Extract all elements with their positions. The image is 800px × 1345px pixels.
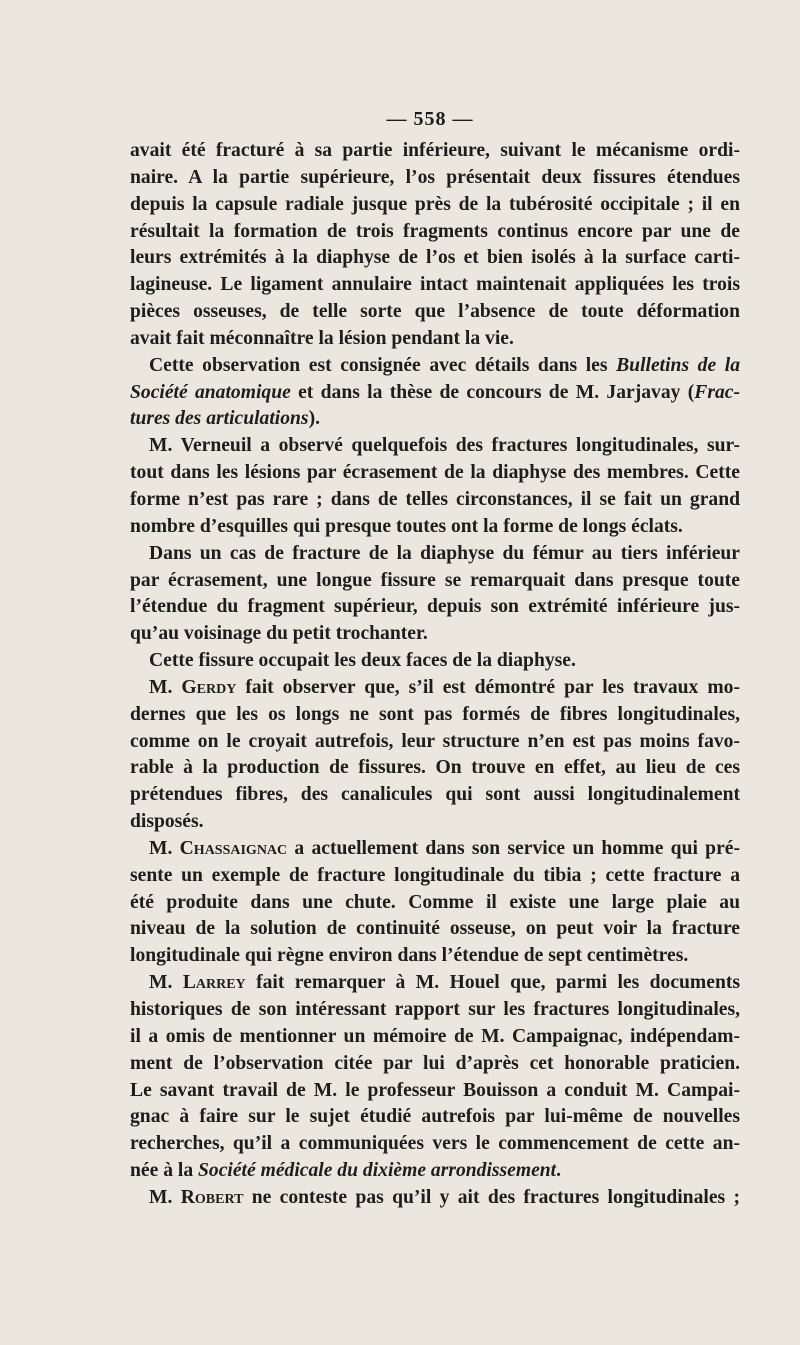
text-run: ne conteste pas qu’il y ait des fractures longitudinales ; xyxy=(243,1186,740,1208)
speaker-name: Gerdy xyxy=(181,676,237,698)
text-run: M. xyxy=(149,676,182,698)
text-line xyxy=(130,353,740,380)
text-run: fait observer que, s’il est démontré par les travaux mo- xyxy=(236,676,740,698)
text-line: avait été fracturé à sa partie inférieure, suivant le mécanisme ordi- xyxy=(130,140,740,161)
text-line: Cette fissure occupait les deux faces de la diaphyse. xyxy=(149,650,576,672)
text-line: par écrasement, une longue fissure se remarquait dans presque toute xyxy=(130,569,740,591)
text-line: été produite dans une chute. Comme il existe une large plaie au xyxy=(130,891,740,913)
text-line: niveau de la solution de continuité osseuse, on peut voir la fracture xyxy=(130,918,740,940)
text-run: Cette observation est consignée avec détails dans les xyxy=(149,354,617,376)
text-line: Dans un cas de fracture de la diaphyse du fémur au tiers inférieur xyxy=(149,542,740,564)
text-line: dernes que les os longs ne sont pas formés de fibres longitudinales, xyxy=(130,703,740,725)
text-line xyxy=(130,1158,740,1185)
text-run: a actuellement dans son service un homme qui pré- xyxy=(287,837,740,859)
text-line: ment de l’observation citée par lui d’après cet honorable praticien. xyxy=(130,1052,740,1074)
text-line: résultait la formation de trois fragments continus encore par une de xyxy=(130,220,740,242)
text-line: longitudinale qui règne environ dans l’étendue de sept centimètres. xyxy=(130,945,689,967)
text-line: depuis la capsule radiale jusque près de la tubérosité occipitale ; il en xyxy=(130,193,740,215)
speaker-name: Larrey xyxy=(182,972,246,994)
text-line xyxy=(130,406,740,433)
text-line xyxy=(130,836,740,863)
text-run: M. xyxy=(149,1186,181,1208)
text-run: ). xyxy=(308,408,320,430)
text-run: M. xyxy=(149,837,180,859)
text-line: avait fait méconnaître la lésion pendant la vie. xyxy=(130,327,514,349)
text-run: née à la xyxy=(130,1160,199,1182)
text-line: sente un exemple de fracture longitudinale du tibia ; cette fracture a xyxy=(130,864,740,886)
text-line xyxy=(130,675,740,702)
text-line: qu’au voisinage du petit trochanter. xyxy=(130,623,428,645)
text-line: lagineuse. Le ligament annulaire intact maintenait appliquées les trois xyxy=(130,274,740,296)
text-line: naire. A la partie supérieure, l’os présentait deux fissures étendues xyxy=(130,166,740,188)
text-line: forme n’est pas rare ; dans de telles circonstances, il se fait un grand xyxy=(130,488,740,510)
italic-title: tures des articulations xyxy=(130,408,309,430)
italic-title: Société anatomique xyxy=(130,381,291,403)
text-run: fait remarquer à M. Houel que, parmi les documents xyxy=(245,972,740,994)
text-line: l’étendue du fragment supérieur, depuis son extrémité inférieure jus- xyxy=(130,596,740,618)
italic-title: Bulletins de la xyxy=(616,354,740,376)
text-line: prétendues fibres, des canalicules qui sont aussi longitudinalement xyxy=(130,784,740,806)
speaker-name: Robert xyxy=(180,1186,244,1208)
text-line: Le savant travail de M. le professeur Bouisson a conduit M. Campai- xyxy=(130,1079,740,1101)
text-line: pièces osseuses, de telle sorte que l’absence de toute déformation xyxy=(130,301,740,323)
text-line xyxy=(130,1185,740,1212)
text-line: leurs extrémités à la diaphyse de l’os et bien isolés à la surface carti- xyxy=(130,247,740,269)
speaker-name: Chassaignac xyxy=(179,837,288,859)
text-line: il a omis de mentionner un mémoire de M. Campaignac, indépendam- xyxy=(130,1025,740,1047)
italic-title: Société médicale du dixième arrondissement xyxy=(198,1160,557,1182)
body-text xyxy=(130,138,740,1212)
italic-title: Frac- xyxy=(694,381,740,403)
text-line: comme on le croyait autrefois, leur structure n’en est pas moins favo- xyxy=(130,730,740,752)
text-line xyxy=(130,380,740,407)
text-run: et dans la thèse de concours de M. Jarjavay ( xyxy=(290,381,695,403)
text-line: recherches, qu’il a communiquées vers le commencement de cette an- xyxy=(130,1133,740,1155)
text-line: disposés. xyxy=(130,811,204,833)
text-line: nombre d’esquilles qui presque toutes ont la forme de longs éclats. xyxy=(130,515,683,537)
text-run: . xyxy=(556,1160,562,1182)
text-line: M. Verneuil a observé quelquefois des fractures longitudinales, sur- xyxy=(149,435,740,457)
text-run: M. xyxy=(149,972,183,994)
text-line xyxy=(130,970,740,997)
text-line: tout dans les lésions par écrasement de la diaphyse des membres. Cette xyxy=(130,462,740,484)
text-line: historiques de son intéressant rapport sur les fractures longitudinales, xyxy=(130,999,740,1020)
text-line: rable à la production de fissures. On trouve en effet, au lieu de ces xyxy=(130,757,740,779)
page-number: — 558 — xyxy=(386,108,474,130)
text-line: gnac à faire sur le sujet étudié autrefois par lui-même de nouvelles xyxy=(130,1106,740,1128)
